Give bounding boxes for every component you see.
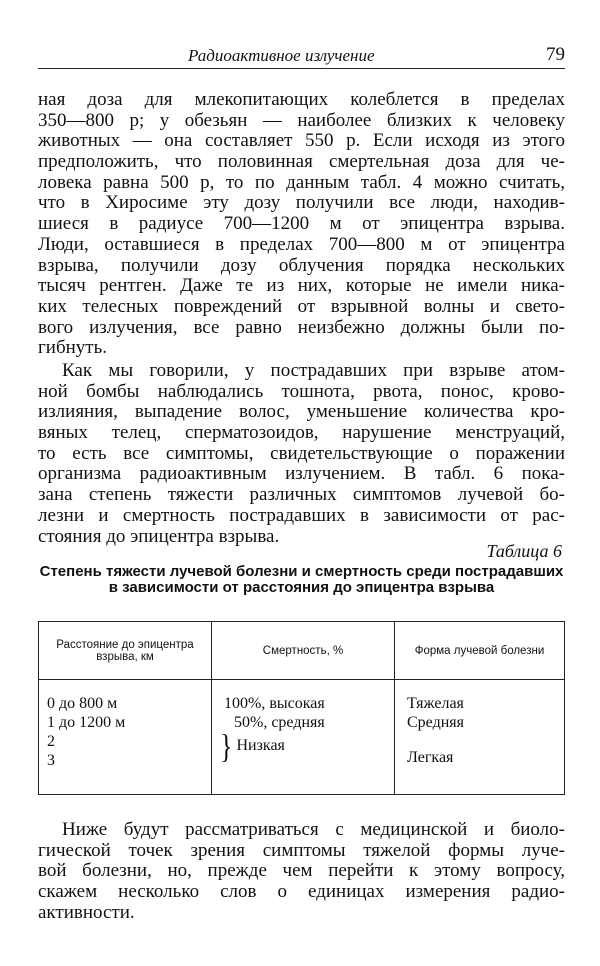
page-header — [38, 44, 565, 69]
text-line: 350—800 р; у обезьян — наиболее близких к человеку — [38, 109, 565, 131]
page-number: 79 — [546, 44, 565, 65]
text-line: вяных телец, сперматозоидов, нарушение менструаций, — [38, 422, 565, 444]
text-line: стояния до эпицентра взрыва. — [38, 525, 280, 547]
table-title: Степень тяжести лучевой болезни и смертность среди пострадавших в зависимости от расстояния до эпицентра взрыва — [39, 563, 564, 596]
distance-cell: 1 до 1200 м — [47, 714, 126, 731]
text-line: Как мы говорили, у пострадавших при взрыве атом- — [62, 360, 565, 381]
header-distance: Расстояние до эпицентра взрыва, км — [39, 622, 212, 680]
header-mortality: Смертность, % — [212, 622, 395, 680]
text-line: лезни и смертность пострадавших в зависимости от рас- — [38, 504, 565, 526]
text-line: вого излучения, все равно неизбежно должны были по- — [38, 316, 565, 338]
distance-cell: 2 — [47, 733, 55, 750]
text-line: взрыва, получили дозу облучения порядка нескольких — [38, 254, 565, 276]
paragraph-1 — [38, 90, 565, 359]
distance-cell: 0 до 800 м — [47, 695, 118, 712]
text-line: то есть все симптомы, свидетельствующие о поражении — [38, 442, 565, 464]
running-title: Радиоактивное излучение — [188, 46, 375, 65]
text-line: животных — она составляет 550 р. Если исходя из этого — [38, 130, 565, 152]
text-line: гической точек зрения симптомы тяжелой формы луче- — [38, 839, 565, 861]
text-line: ной бомбы наблюдались тошнота, рвота, понос, крово- — [38, 380, 565, 402]
text-line: активности. — [38, 901, 135, 923]
mortality-column — [212, 680, 395, 795]
text-line: Ниже будут рассматриваться с медицинской и биоло- — [62, 819, 565, 840]
paragraph-3 — [38, 820, 565, 923]
distance-column — [39, 680, 212, 795]
header-form: Форма лучевой болезни — [395, 622, 565, 680]
text-line: ловека равна 500 р, то по данным табл. 4 можно считать, — [38, 171, 565, 193]
text-line: скажем несколько слов о единицах измерения радио- — [38, 881, 565, 903]
brace-symbol: } — [220, 727, 233, 766]
text-line: ких телесных повреждений от взрывной волны и свето- — [38, 295, 565, 317]
paragraph-2 — [38, 361, 565, 547]
mortality-cell: 100%, высокая — [224, 695, 325, 712]
table-6 — [38, 621, 565, 795]
mortality-cell: 50%, средняя — [234, 714, 325, 731]
text-line: тысяч рентген. Даже те из них, которые не имели ника- — [38, 275, 565, 297]
text-line: предположить, что половинная смертельная доза для че- — [38, 151, 565, 173]
distance-cell: 3 — [47, 752, 55, 769]
text-line: ная доза для млекопитающих колеблется в пределах — [38, 89, 565, 110]
text-line: зана степень тяжести различных симптомов лучевой бо- — [38, 484, 565, 506]
text-line: организма радиоактивным излучением. В табл. 6 пока- — [38, 463, 565, 485]
text-line: излияния, выпадение волос, уменьшение количества кро- — [38, 401, 565, 423]
form-cell: Тяжелая — [407, 695, 464, 712]
text-line: Люди, оставшиеся в пределах 700—800 м от эпицентра — [38, 233, 565, 255]
mortality-cell: Низкая — [236, 737, 285, 754]
form-cell: Легкая — [407, 749, 454, 766]
text-line: гибнуть. — [38, 337, 108, 359]
form-column — [395, 680, 565, 795]
text-line: вой болезни, но, прежде чем перейти к этому вопросу, — [38, 860, 565, 882]
table-caption: Таблица 6 — [486, 541, 562, 561]
form-cell: Средняя — [407, 714, 464, 731]
text-line: шиеся в радиусе 700—1200 м от эпицентра взрыва. — [38, 213, 565, 235]
text-line: что в Хиросиме эту дозу получили все люди, находив- — [38, 192, 565, 214]
